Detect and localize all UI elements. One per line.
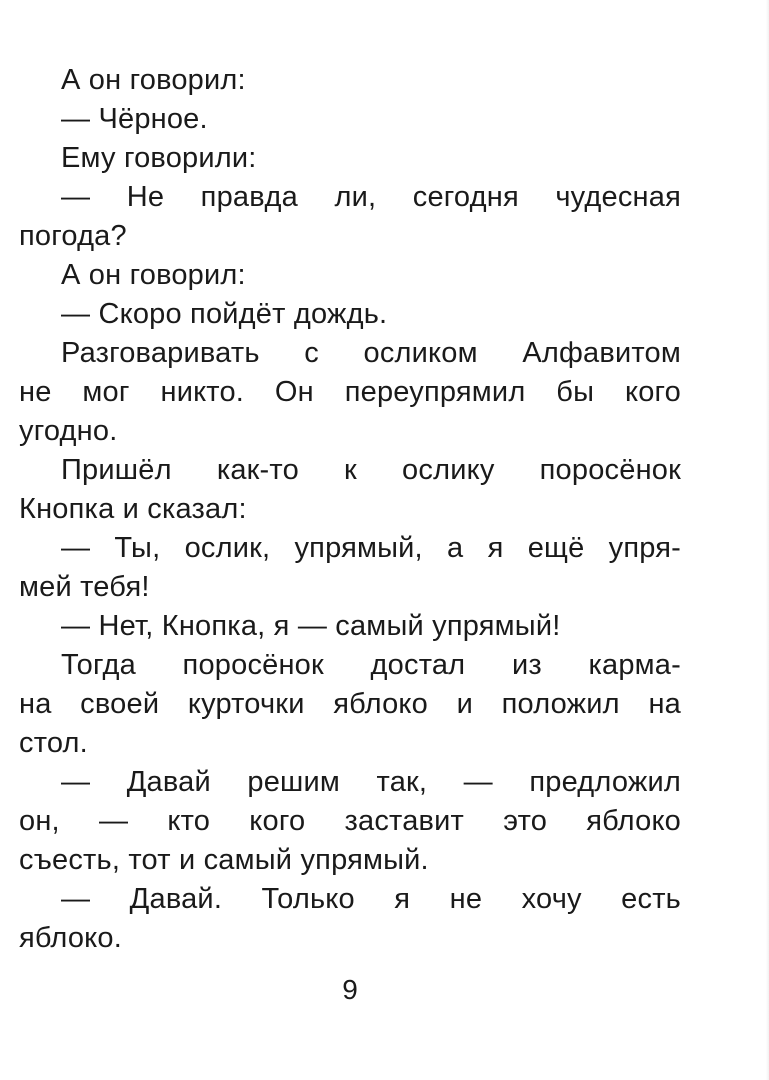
- text-line: не мог никто. Он переупрямил бы кого: [19, 376, 681, 408]
- text-line: — Нет, Кнопка, я — самый упрямый!: [61, 610, 561, 642]
- text-line: Разговаривать с осликом Алфавитом: [61, 337, 681, 369]
- text-line: — Ты, ослик, упрямый, а я ещё упря-: [61, 532, 681, 564]
- text-line: он, — кто кого заставит это яблоко: [19, 805, 681, 837]
- text-line: стол.: [19, 727, 88, 759]
- text-line: Кнопка и сказал:: [19, 493, 247, 525]
- text-line: погода?: [19, 220, 127, 252]
- text-line: — Скоро пойдёт дождь.: [61, 298, 388, 330]
- text-line: на своей курточки яблоко и положил на: [19, 688, 681, 720]
- text-line: — Давай. Только я не хочу есть: [61, 883, 681, 915]
- text-line: угодно.: [19, 415, 118, 447]
- text-line: мей тебя!: [19, 571, 150, 603]
- text-line: — Давай решим так, — предложил: [61, 766, 681, 798]
- text-line: Тогда поросёнок достал из карма-: [61, 649, 681, 681]
- text-line: яблоко.: [19, 922, 122, 954]
- text-line: А он говорил:: [61, 259, 246, 291]
- text-line: А он говорил:: [61, 64, 246, 96]
- page-number: 9: [342, 974, 358, 1005]
- text-line: съесть, тот и самый упрямый.: [19, 844, 429, 876]
- text-line: Пришёл как-то к ослику поросёнок: [61, 454, 681, 486]
- text-line: — Чёрное.: [61, 103, 208, 135]
- text-line: Ему говорили:: [61, 142, 257, 174]
- text-line: — Не правда ли, сегодня чудесная: [61, 181, 681, 213]
